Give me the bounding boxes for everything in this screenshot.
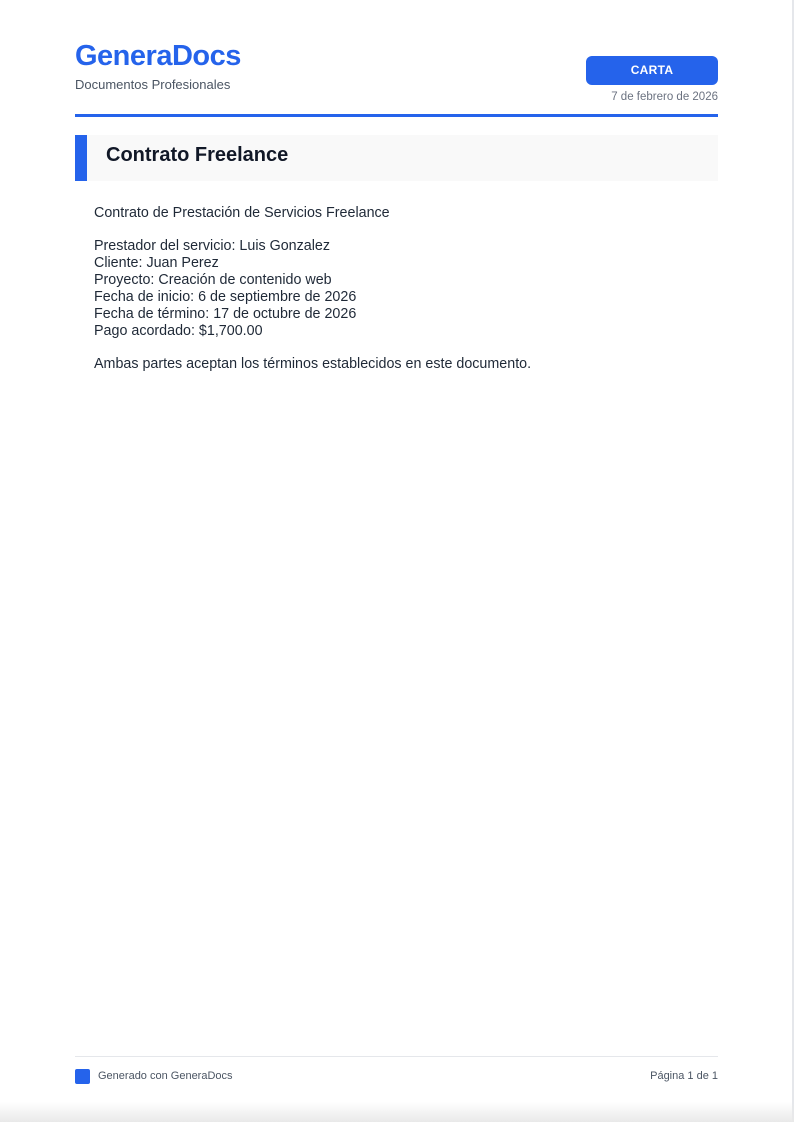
brand-name: GeneraDocs (75, 40, 241, 72)
page-indicator: Página 1 de 1 (650, 1070, 718, 1082)
detail-line: Proyecto: Creación de contenido web (94, 272, 332, 288)
footer-generated-by: Generado con GeneraDocs (98, 1070, 233, 1082)
detail-line: Pago acordado: $1,700.00 (94, 323, 263, 339)
detail-line: Fecha de término: 17 de octubre de 2026 (94, 306, 357, 322)
intro-paragraph: Contrato de Prestación de Servicios Freelance (94, 205, 390, 221)
square-logo-icon (75, 1069, 90, 1084)
detail-line: Prestador del servicio: Luis Gonzalez (94, 238, 331, 254)
document-body (94, 205, 694, 389)
footer-divider (75, 1056, 718, 1057)
detail-line: Cliente: Juan Perez (94, 255, 219, 271)
footer-brand (75, 1068, 233, 1084)
document-date: 7 de febrero de 2026 (611, 91, 718, 103)
brand-tagline: Documentos Profesionales (75, 77, 231, 92)
details-block (94, 238, 694, 340)
closing-paragraph: Ambas partes aceptan los términos establecidos en este documento. (94, 356, 532, 372)
detail-line: Fecha de inicio: 6 de septiembre de 2026 (94, 289, 357, 305)
title-bar (75, 135, 718, 181)
doc-type-badge: CARTA (586, 56, 718, 85)
document-title: Contrato Freelance (106, 144, 289, 166)
title-accent-bar (75, 135, 87, 181)
header-divider (75, 114, 718, 117)
page-bottom-shadow (0, 1102, 794, 1122)
document-header (75, 38, 718, 118)
